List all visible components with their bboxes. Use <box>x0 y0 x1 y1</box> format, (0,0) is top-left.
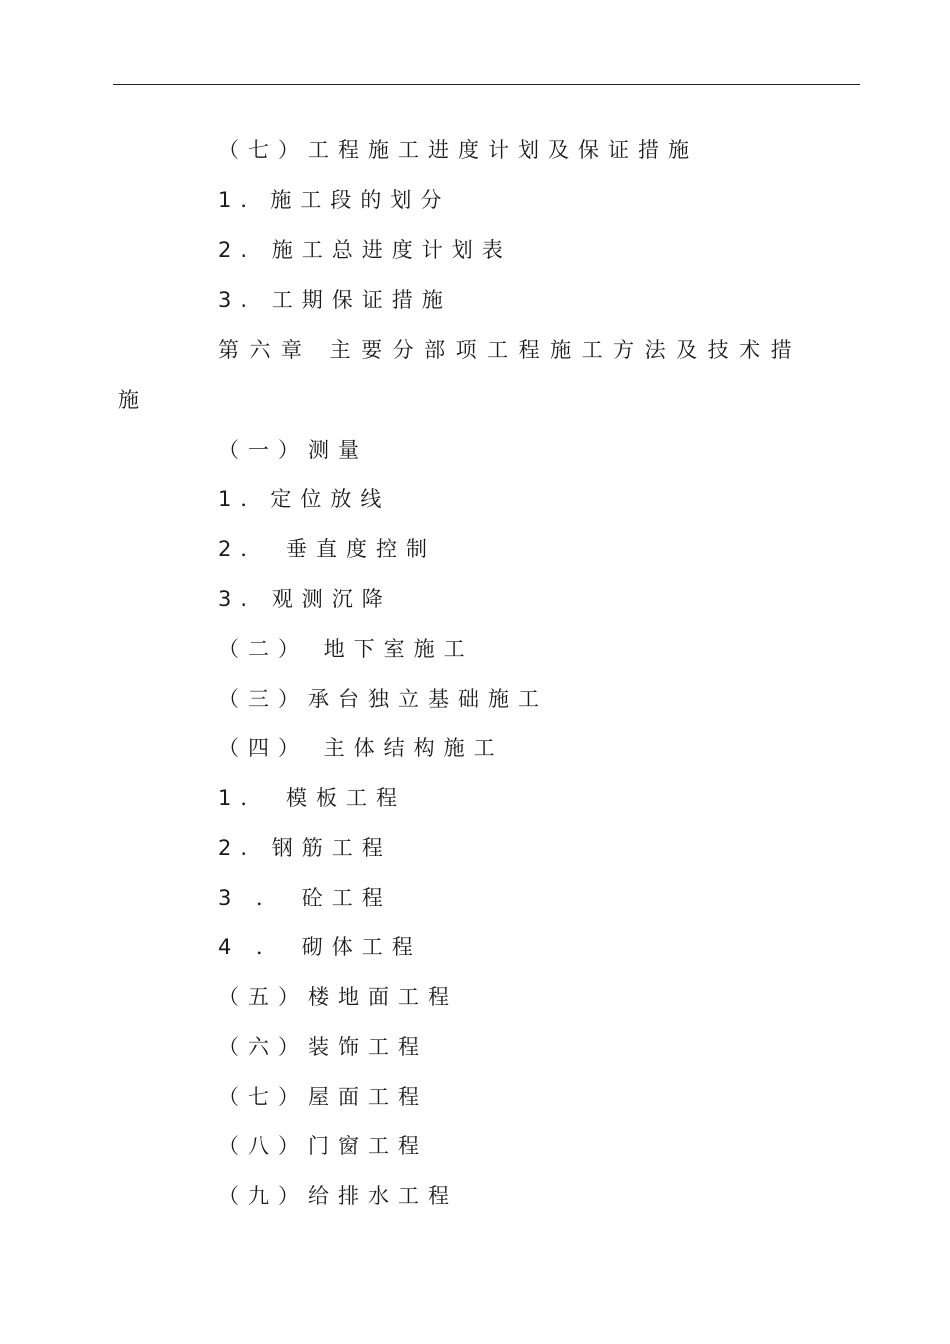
toc-line-schedule: （七）工程施工进度计划及保证措施 <box>218 138 698 162</box>
toc-line-segment-division: 1．施工段的划分 <box>218 188 451 212</box>
toc-line-settlement: 3. 观测沉降 <box>218 587 392 611</box>
toc-line-rebar: 2. 钢筋工程 <box>218 836 392 860</box>
toc-line-basement: （二） 地下室施工 <box>218 637 474 661</box>
toc-chapter-six-heading-wrap: 施 <box>118 388 148 412</box>
toc-line-duration-guarantee: 3. 工期保证措施 <box>218 288 452 312</box>
toc-line-roofing: （七）屋面工程 <box>218 1085 428 1109</box>
toc-line-pile-cap: （三）承台独立基础施工 <box>218 687 548 711</box>
toc-line-decoration: （六）装饰工程 <box>218 1035 428 1059</box>
toc-line-formwork: 1． 模板工程 <box>218 786 407 810</box>
toc-line-doors-windows: （八）门窗工程 <box>218 1134 428 1158</box>
toc-line-plumbing: （九）给排水工程 <box>218 1184 458 1208</box>
toc-line-concrete: 3 ． 砼工程 <box>218 886 392 910</box>
header-rule <box>113 84 860 85</box>
toc-line-survey: （一）测量 <box>218 438 368 462</box>
toc-line-masonry: 4 ． 砌体工程 <box>218 935 422 959</box>
toc-chapter-six-heading: 第六章 主要分部项工程施工方法及技术措 <box>218 338 803 362</box>
toc-line-master-schedule: 2. 施工总进度计划表 <box>218 238 512 262</box>
toc-line-setting-out: 1．定位放线 <box>218 487 391 511</box>
toc-line-floor: （五）楼地面工程 <box>218 985 458 1009</box>
toc-line-main-structure: （四） 主体结构施工 <box>218 736 504 760</box>
toc-line-verticality: 2． 垂直度控制 <box>218 537 437 561</box>
